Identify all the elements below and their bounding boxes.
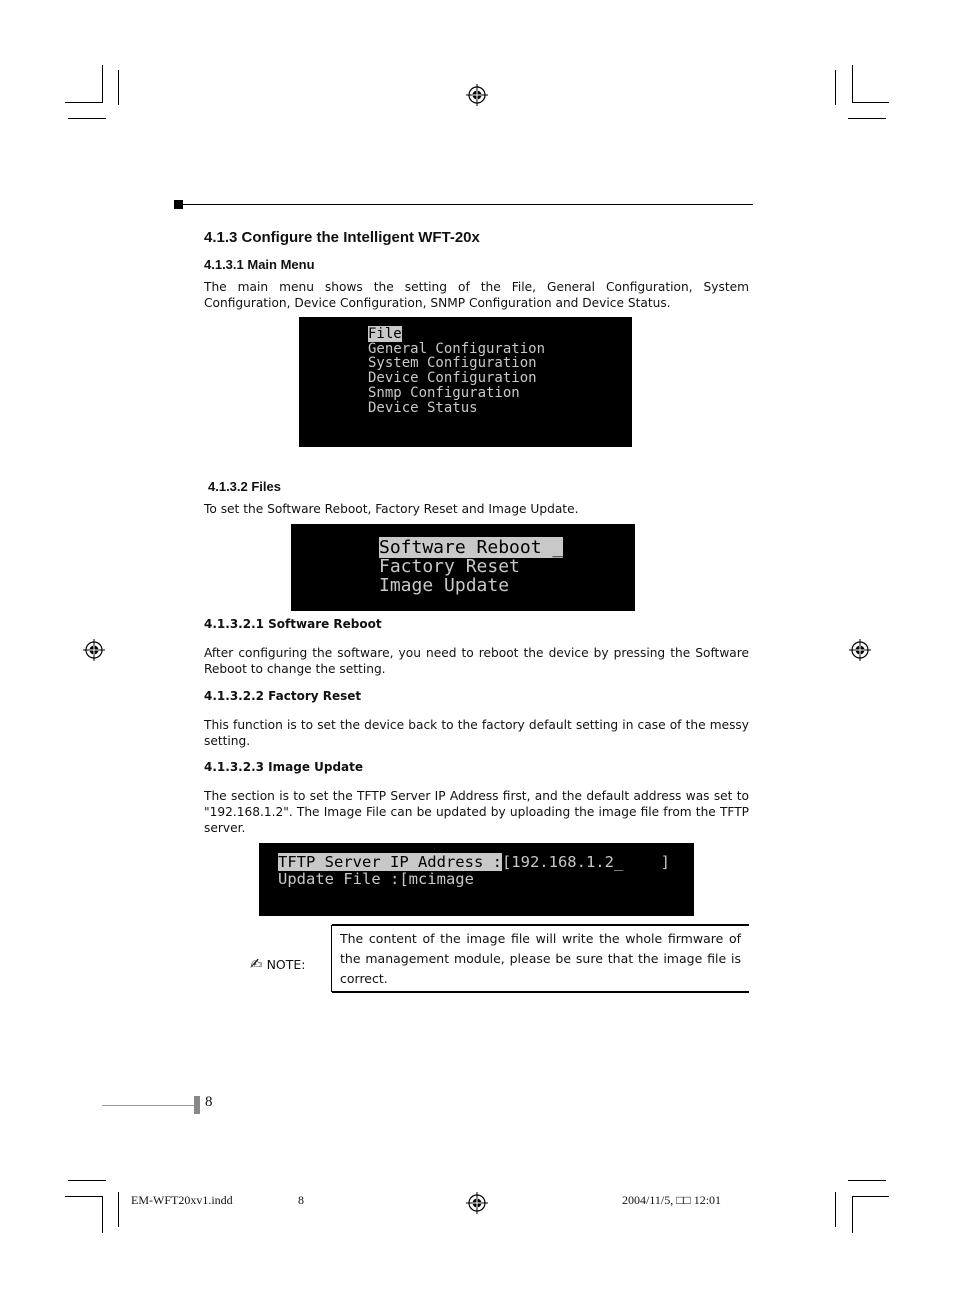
tftp-server-line[interactable] bbox=[278, 854, 670, 871]
crop-mark bbox=[852, 102, 889, 103]
tftp-server-label: TFTP Server IP Address : bbox=[278, 853, 502, 871]
note-label: ✍ NOTE: bbox=[250, 955, 306, 973]
crop-mark bbox=[65, 102, 103, 103]
footer-page: 8 bbox=[298, 1193, 304, 1207]
factory-reset-body: This function is to set the device back to the factory default setting in case of the messy setting. bbox=[204, 718, 749, 748]
software-reboot-heading: 4.1.3.2.1 Software Reboot bbox=[204, 617, 382, 631]
crop-mark bbox=[848, 1180, 886, 1181]
terminal-menu-item[interactable]: Device Configuration bbox=[368, 370, 537, 387]
crop-mark bbox=[118, 70, 119, 105]
update-file-line[interactable]: Update File :[mcimage bbox=[278, 869, 474, 888]
image-update-terminal bbox=[259, 843, 694, 916]
registration-mark-icon bbox=[466, 84, 488, 106]
crop-mark bbox=[118, 1192, 119, 1227]
crop-mark bbox=[852, 1196, 889, 1197]
files-body: To set the Software Reboot, Factory Reset and Image Update. bbox=[204, 502, 579, 516]
terminal-menu-item[interactable]: Image Update bbox=[379, 575, 510, 596]
note-top-rule bbox=[332, 924, 749, 926]
terminal-menu-item[interactable]: Factory Reset bbox=[379, 556, 520, 577]
crop-mark bbox=[102, 65, 103, 103]
terminal-menu-item[interactable]: Software Reboot _ bbox=[379, 537, 564, 558]
registration-mark-icon bbox=[849, 639, 871, 661]
pencil-icon: ✍ bbox=[250, 955, 263, 973]
note-divider bbox=[331, 925, 332, 992]
note-text: The content of the image file will write the whole firmware of the management module, please be sure that the image file is correct. bbox=[340, 931, 741, 986]
image-update-heading: 4.1.3.2.3 Image Update bbox=[204, 760, 364, 774]
crop-mark bbox=[835, 70, 836, 105]
main-menu-terminal bbox=[299, 317, 632, 447]
registration-mark-icon bbox=[83, 639, 105, 661]
header-rule bbox=[180, 204, 753, 205]
crop-mark bbox=[68, 1180, 106, 1181]
files-heading: 4.1.3.2 Files bbox=[208, 479, 281, 494]
terminal-menu-item[interactable]: Snmp Configuration bbox=[368, 384, 520, 401]
footer-filename: EM-WFT20xv1.indd bbox=[131, 1193, 233, 1207]
terminal-menu-item[interactable]: System Configuration bbox=[368, 355, 537, 372]
crop-mark bbox=[852, 1196, 853, 1233]
footer-date: 2004/11/5, □□ 12:01 bbox=[622, 1193, 722, 1207]
registration-mark-icon bbox=[466, 1192, 488, 1214]
crop-mark bbox=[68, 118, 106, 119]
main-menu-body: The main menu shows the setting of the File, General Configuration, System Configuration, Device Configuration, SNMP Configuration and Device Status. bbox=[204, 280, 749, 310]
crop-mark bbox=[848, 118, 886, 119]
main-menu-heading: 4.1.3.1 Main Menu bbox=[204, 257, 315, 272]
crop-mark bbox=[102, 1196, 103, 1233]
factory-reset-heading: 4.1.3.2.2 Factory Reset bbox=[204, 689, 362, 703]
page-number-rule bbox=[102, 1105, 194, 1106]
terminal-menu-item[interactable]: File bbox=[368, 326, 402, 342]
crop-mark bbox=[852, 65, 853, 103]
terminal-menu-item[interactable]: General Configuration bbox=[368, 340, 546, 357]
section-title: 4.1.3 Configure the Intelligent WFT-20x bbox=[204, 229, 480, 246]
note-bottom-rule bbox=[332, 991, 749, 993]
page-number: 8 bbox=[205, 1094, 213, 1110]
page-number-bar bbox=[194, 1096, 200, 1114]
crop-mark bbox=[65, 1196, 103, 1197]
software-reboot-body: After configuring the software, you need to reboot the device by pressing the Software Reboot to change the setting. bbox=[204, 646, 749, 676]
files-terminal bbox=[291, 524, 635, 611]
crop-mark bbox=[835, 1192, 836, 1227]
tftp-server-input[interactable]: [192.168.1.2_ ] bbox=[501, 853, 670, 871]
terminal-menu-item[interactable]: Device Status bbox=[368, 399, 478, 416]
image-update-body: The section is to set the TFTP Server IP Address first, and the default address was set to "192.168.1.2". The Image File can be updated by uploading the image file from the TFTP server. bbox=[204, 789, 749, 835]
